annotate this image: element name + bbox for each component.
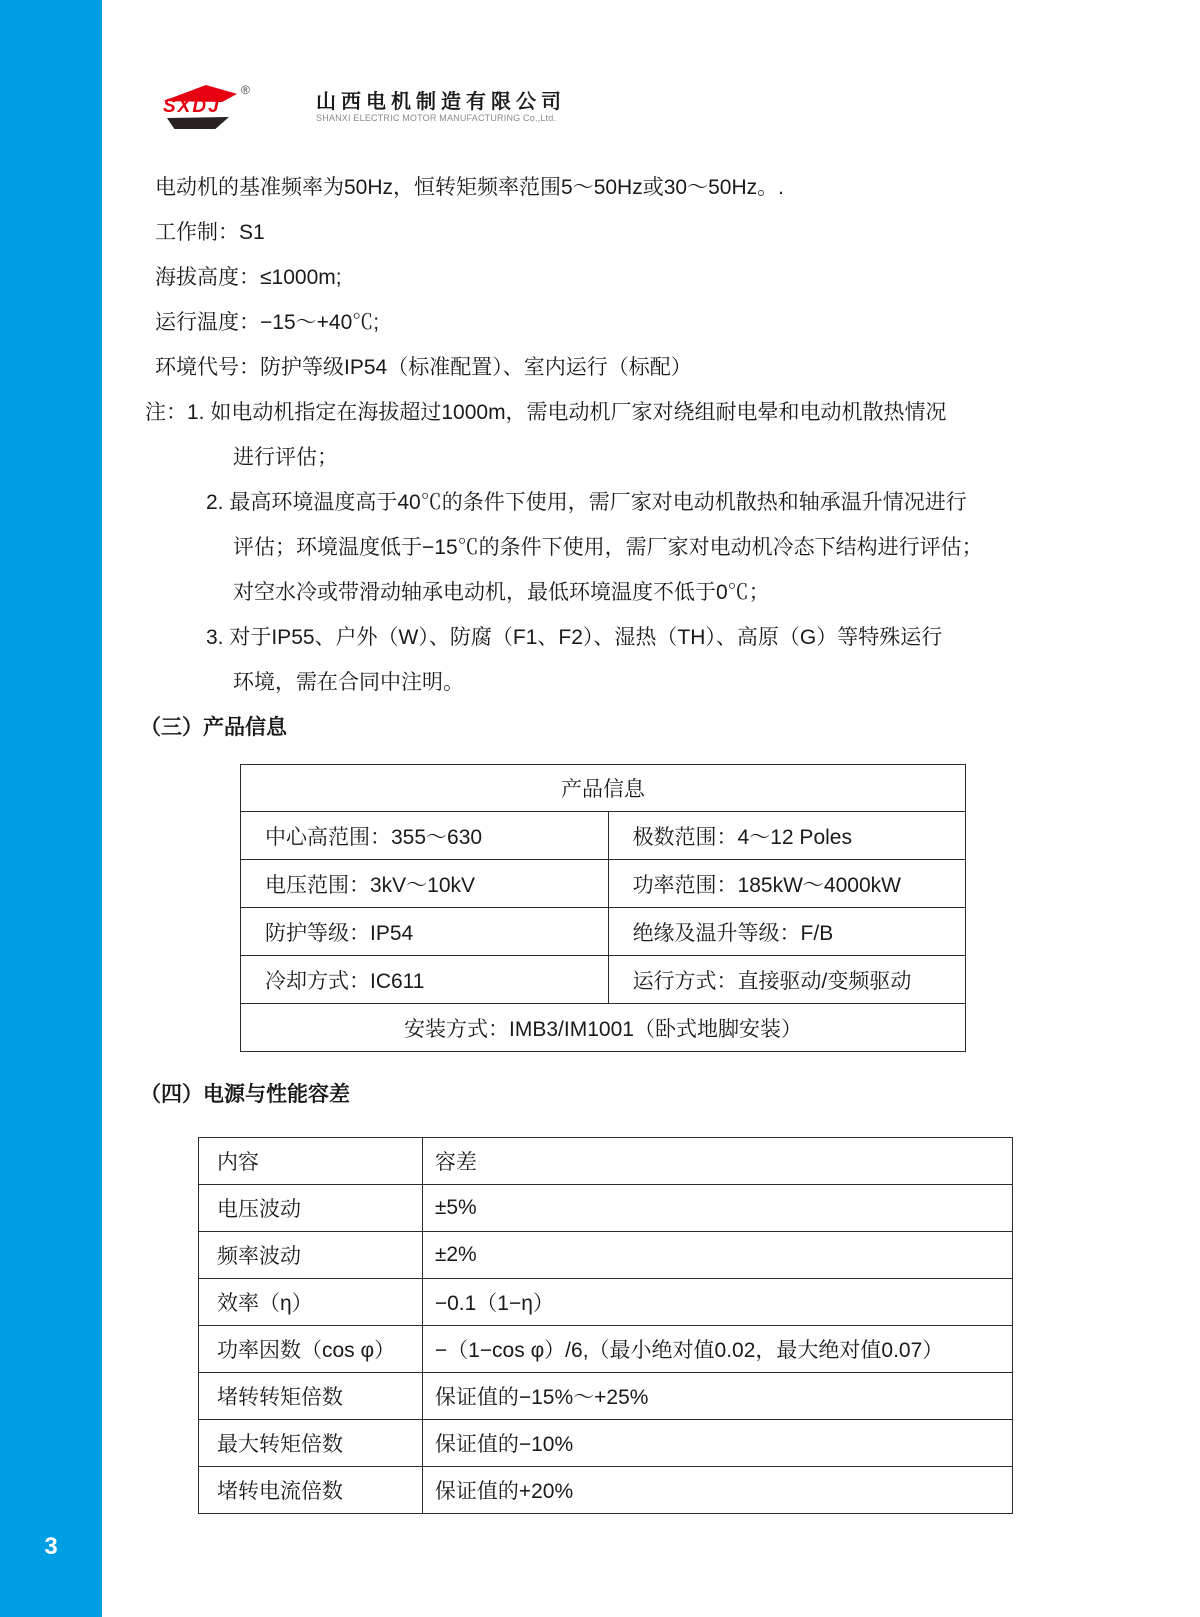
table-cell: 效率（η） xyxy=(199,1279,423,1326)
section-heading-tolerance: （四）电源与性能容差 xyxy=(140,1083,350,1106)
note-line: 2. 最高环境温度高于40℃的条件下使用，需厂家对电动机散热和轴承温升情况进行 xyxy=(206,491,967,514)
table-cell: 功率范围：185kW～4000kW xyxy=(608,860,965,908)
table-row xyxy=(199,1279,1013,1326)
table-cell: 保证值的+20% xyxy=(422,1467,1012,1514)
table-row xyxy=(199,1467,1013,1514)
table-row xyxy=(241,860,966,908)
registered-trademark-symbol: ® xyxy=(241,83,250,97)
text-line: 电动机的基准频率为50Hz，恒转矩频率范围5～50Hz或30～50Hz。. xyxy=(155,176,784,199)
tolerance-table xyxy=(198,1137,1013,1514)
text-line: 工作制：S1 xyxy=(155,221,265,244)
logo-mark-icon xyxy=(163,83,250,129)
logo-dark-base-icon xyxy=(167,117,229,129)
company-name-cn: 山西电机制造有限公司 xyxy=(316,91,566,113)
note-line: 注：1. 如电动机指定在海拔超过1000m，需电动机厂家对绕组耐电晕和电动机散热情况 xyxy=(145,401,947,424)
table-header-row xyxy=(199,1138,1013,1185)
table-row xyxy=(241,956,966,1004)
table-row xyxy=(241,1004,966,1052)
note-line: 环境，需在合同中注明。 xyxy=(233,671,464,694)
text-line: 海拔高度：≤1000m; xyxy=(155,266,342,289)
table-row xyxy=(199,1232,1013,1279)
table-row xyxy=(199,1420,1013,1467)
table-cell: ±2% xyxy=(422,1232,1012,1279)
product-table-footer: 安装方式：IMB3/IM1001（卧式地脚安装） xyxy=(241,1004,966,1052)
spec-paragraph xyxy=(102,165,1200,705)
table-cell: 堵转电流倍数 xyxy=(199,1467,423,1514)
table-cell: 电压波动 xyxy=(199,1185,423,1232)
table-cell: ±5% xyxy=(422,1185,1012,1232)
note-line: 对空水冷或带滑动轴承电动机，最低环境温度不低于0℃； xyxy=(233,581,770,604)
note-line: 进行评估； xyxy=(233,446,338,469)
table-cell: −（1−cos φ）/6,（最小绝对值0.02，最大绝对值0.07） xyxy=(422,1326,1012,1373)
left-blue-band xyxy=(0,0,102,1617)
page-number: 3 xyxy=(44,1533,58,1560)
table-row xyxy=(199,1373,1013,1420)
table-cell: 绝缘及温升等级：F/B xyxy=(608,908,965,956)
table-cell: 中心高范围：355～630 xyxy=(241,812,609,860)
table-cell: 堵转转矩倍数 xyxy=(199,1373,423,1420)
column-header: 内容 xyxy=(199,1138,423,1185)
table-cell: 极数范围：4～12 Poles xyxy=(608,812,965,860)
company-name-en: SHANXI ELECTRIC MOTOR MANUFACTURING Co.,Ltd. xyxy=(316,113,557,123)
table-row xyxy=(241,765,966,812)
text-line: 运行温度：−15～+40℃; xyxy=(155,311,380,334)
table-cell: 电压范围：3kV～10kV xyxy=(241,860,609,908)
table-cell: −0.1（1−η） xyxy=(422,1279,1012,1326)
product-table-title: 产品信息 xyxy=(241,765,966,812)
table-row xyxy=(241,812,966,860)
company-logo xyxy=(163,85,1200,127)
table-cell: 保证值的−15%～+25% xyxy=(422,1373,1012,1420)
logo-names xyxy=(316,91,566,124)
note-line: 3. 对于IP55、户外（W）、防腐（F1、F2）、湿热（TH）、高原（G）等特殊运行 xyxy=(206,626,943,649)
column-header: 容差 xyxy=(422,1138,1012,1185)
table-row xyxy=(241,908,966,956)
product-info-table xyxy=(240,764,966,1052)
table-cell: 运行方式：直接驱动/变频驱动 xyxy=(608,956,965,1004)
section-heading-product-info: （三）产品信息 xyxy=(140,716,287,739)
table-cell: 防护等级：IP54 xyxy=(241,908,609,956)
table-cell: 功率因数（cos φ） xyxy=(199,1326,423,1373)
table-row xyxy=(199,1326,1013,1373)
text-line: 环境代号：防护等级IP54（标准配置）、室内运行（标配） xyxy=(155,356,692,379)
table-cell: 冷却方式：IC611 xyxy=(241,956,609,1004)
table-row xyxy=(199,1185,1013,1232)
table-cell: 保证值的−10% xyxy=(422,1420,1012,1467)
table-cell: 频率波动 xyxy=(199,1232,423,1279)
table-cell: 最大转矩倍数 xyxy=(199,1420,423,1467)
logo-abbreviation: SXDJ xyxy=(163,96,221,117)
note-line: 评估；环境温度低于−15℃的条件下使用，需厂家对电动机冷态下结构进行评估； xyxy=(233,536,983,559)
page-content xyxy=(102,0,1200,1617)
